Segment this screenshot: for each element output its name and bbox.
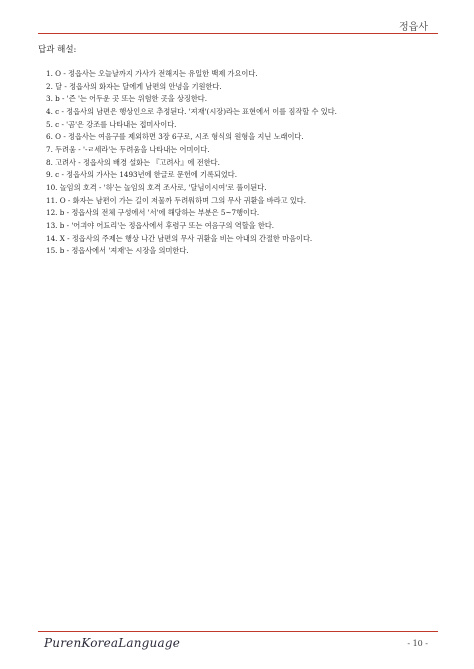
footer-divider — [38, 631, 438, 632]
answer-item-4: 4. c - 정읍사의 남편은 행상인으로 추정된다. '져재'(시장)라는 표현에서 이를 짐작할 수 있다. — [46, 106, 337, 116]
page-number: - 10 - — [407, 639, 428, 648]
brand-logo: PurenKoreaLanguage — [44, 636, 181, 650]
answer-item-6: 6. O - 정읍사는 여음구를 제외하면 3장 6구로, 시조 형식의 원형을 지닌 노래이다. — [46, 132, 304, 142]
answer-item-3: 3. b - '즌 '는 어두운 곳 또는 위험한 곳을 상징한다. — [46, 94, 208, 104]
answer-item-12: 12. b - 정읍사의 전체 구성에서 '서'에 해당하는 부분은 5~7행이다. — [46, 208, 260, 218]
answer-item-1: 1. O - 정읍사는 오늘날까지 가사가 전해지는 유일한 백제 가요이다. — [46, 69, 258, 78]
answer-item-2: 2. 달 - 정읍사의 화자는 달에게 남편의 안녕을 기원한다. — [46, 81, 222, 91]
answer-item-14: 14. X - 정읍사의 주제는 행상 나간 남편의 무사 귀환을 비는 아내의 간절한 마음이다. — [46, 233, 313, 243]
answer-list — [46, 68, 436, 258]
header-divider — [38, 33, 438, 34]
answer-item-5: 5. c - '곰'은 강조를 나타내는 접미사이다. — [46, 119, 177, 129]
answer-item-15: 15. b - 정읍사에서 '져재'는 시장을 의미한다. — [46, 246, 189, 256]
header-title: 정읍사 — [399, 22, 428, 33]
section-heading: 답과 해설: — [38, 45, 77, 55]
answer-item-13: 13. b - '어긔야 어됴리'는 정읍사에서 후렴구 또는 여음구의 역할을 한다. — [46, 220, 275, 230]
answer-item-10: 10. 놀임의 호격 - '하'는 놀임의 호격 조사로, '달님이시여'로 풀이된다. — [46, 182, 267, 192]
answer-item-9: 9. c - 정읍사의 가사는 1493년에 한글로 문헌에 기록되었다. — [46, 170, 238, 180]
answer-item-7: 7. 두려움 - '-ㄹ세라'는 두려움을 나타내는 어미이다. — [46, 144, 210, 154]
answer-item-8: 8. 고려사 - 정읍사의 배경 설화는 『고려사』에 전한다. — [46, 157, 220, 167]
answer-item-11: 11. O - 화자는 남편이 가는 길이 저물까 두려워하며 그의 무사 귀환을 바라고 있다. — [46, 195, 307, 205]
